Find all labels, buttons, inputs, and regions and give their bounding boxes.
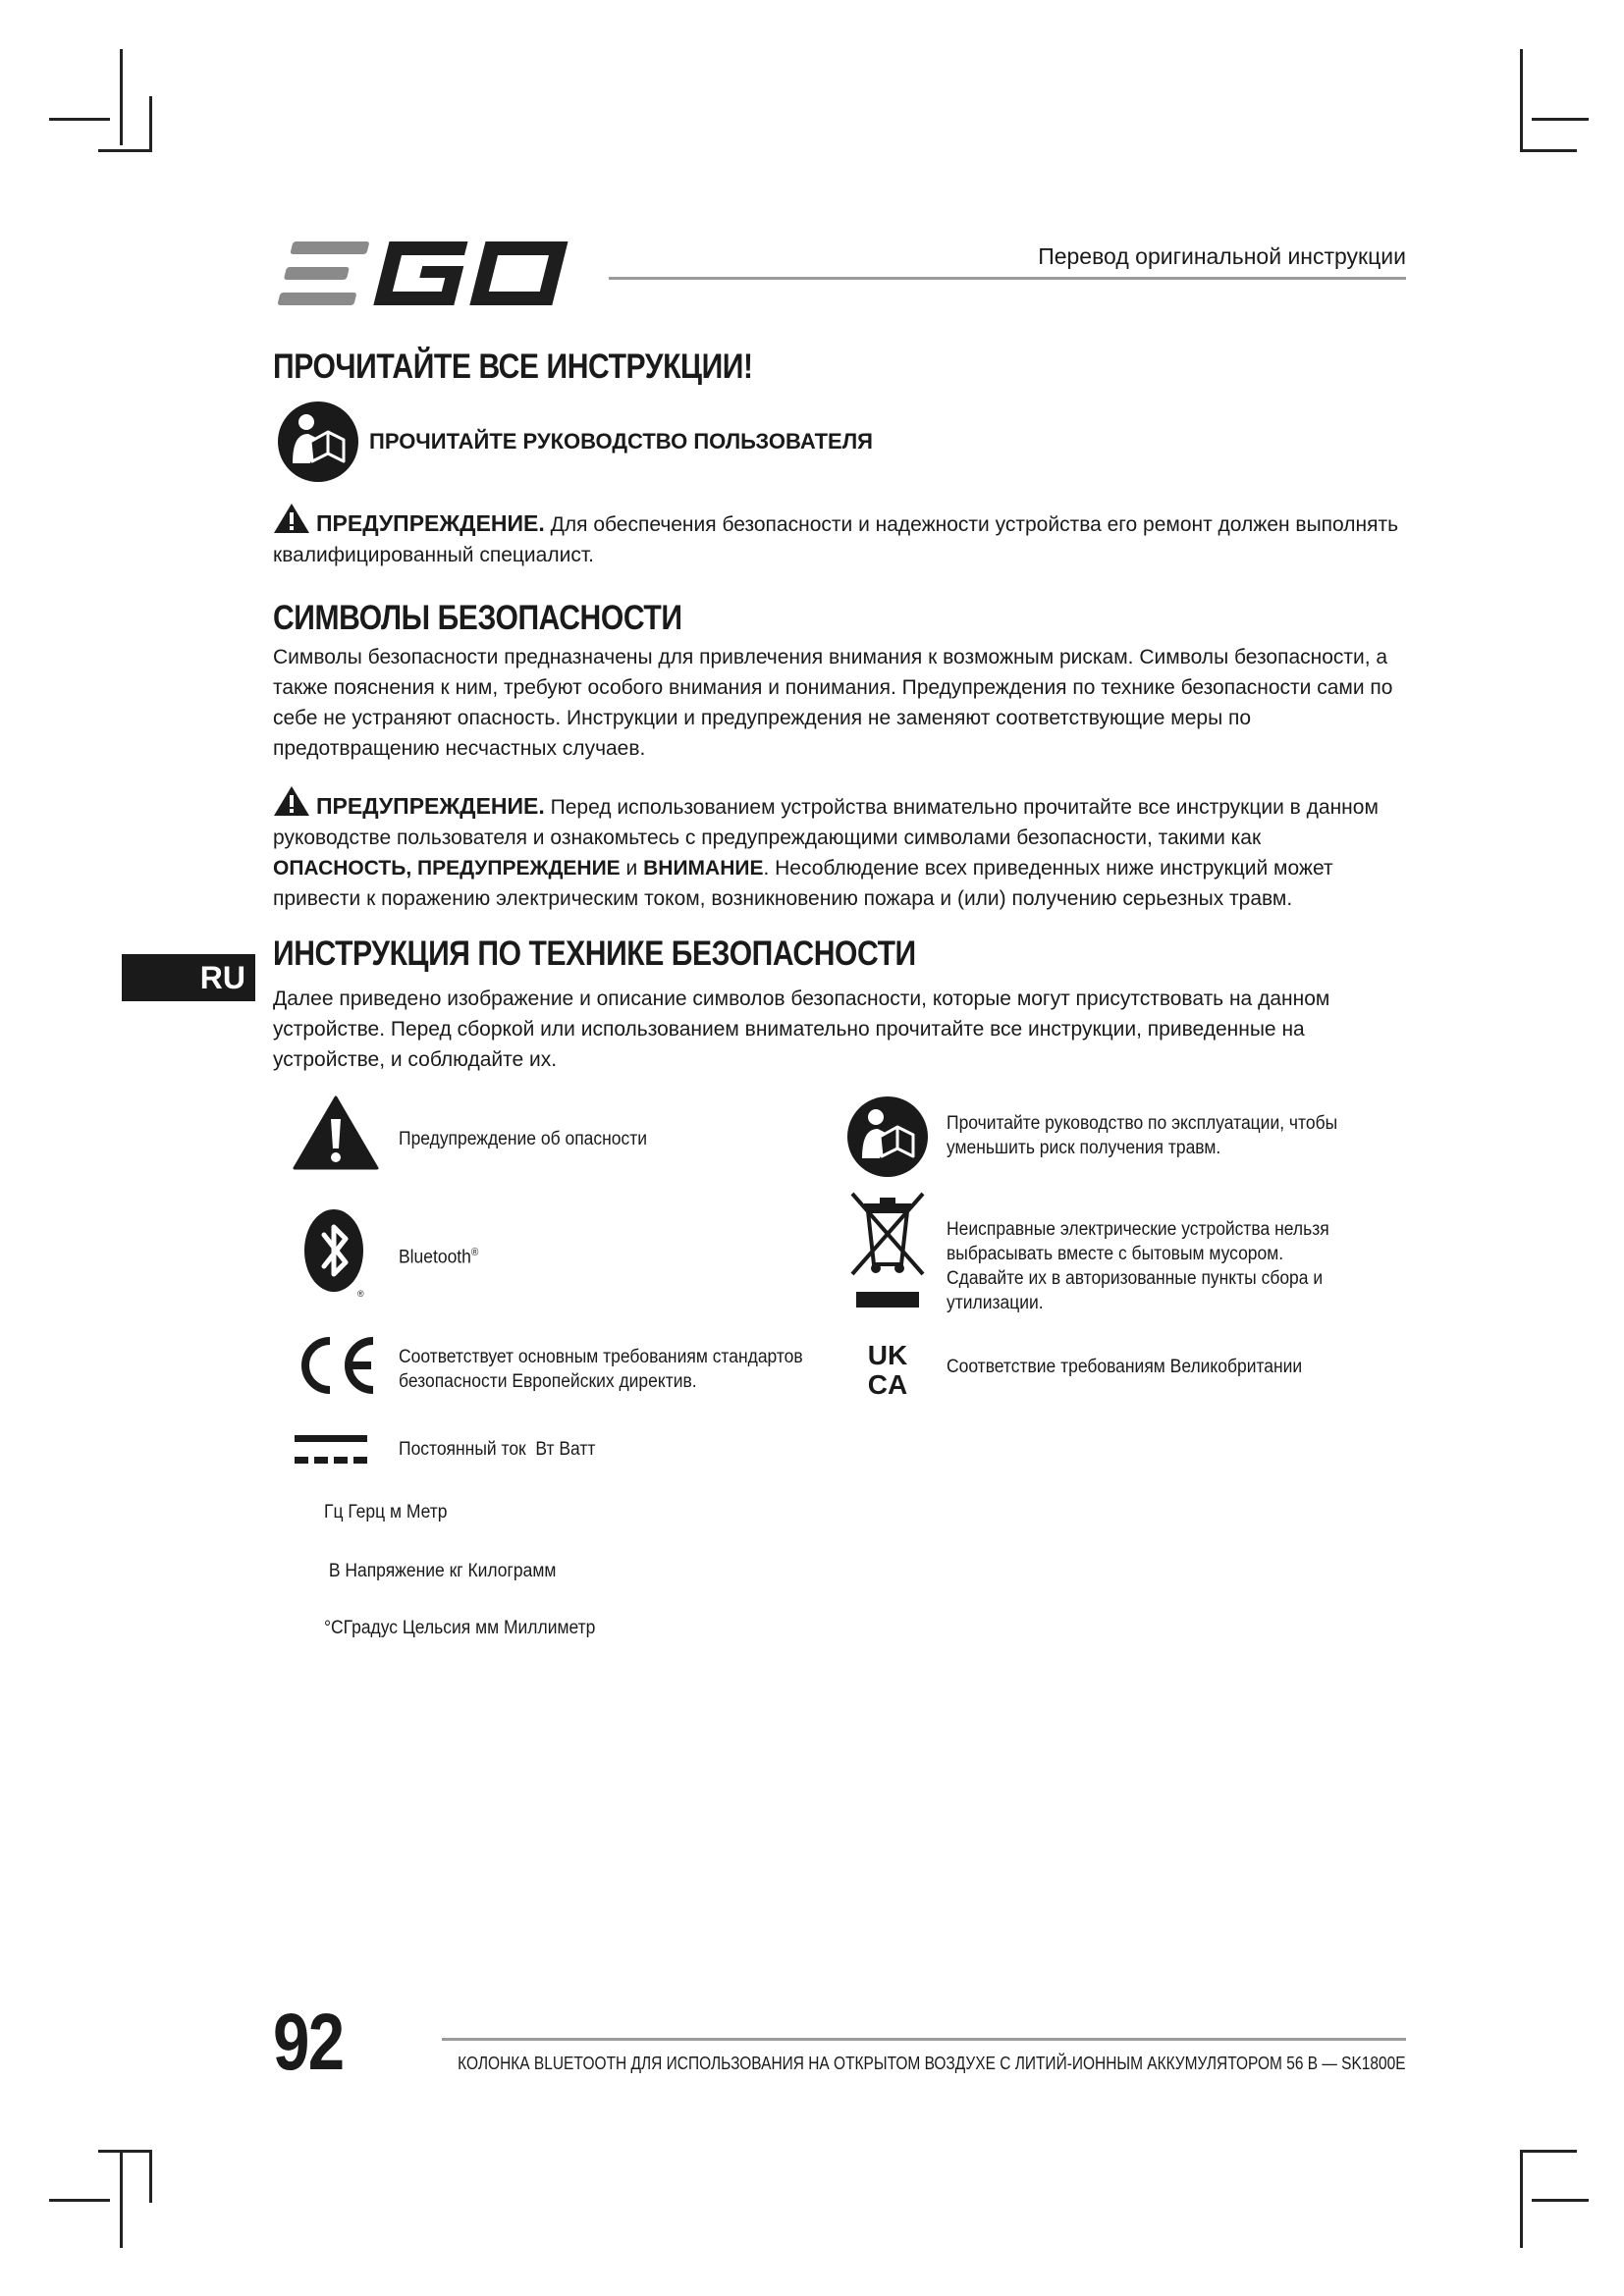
warning-triangle-icon <box>293 1095 379 1170</box>
read-manual-symbol-text: Прочитайте руководство по эксплуатации, чтобы уменьшить риск получения травм. <box>947 1113 1338 1158</box>
footer-text: КОЛОНКА BLUETOOTH ДЛЯ ИСПОЛЬЗОВАНИЯ НА ОТКРЫТОМ ВОЗДУХЕ С ЛИТИЙ-ИОННЫМ АККУМУЛЯТОРОМ 56 В — SK1800E <box>458 2054 1406 2073</box>
keyword-danger: ОПАСНОСТЬ <box>273 857 406 880</box>
crossed-bin-icon <box>848 1190 927 1311</box>
read-manual-icon <box>846 1095 929 1178</box>
read-manual-label: ПРОЧИТАЙТЕ РУКОВОДСТВО ПОЛЬЗОВАТЕЛЯ <box>369 429 873 454</box>
crop-mark <box>1532 118 1589 121</box>
read-manual-icon <box>277 400 359 483</box>
bluetooth-label: Bluetooth <box>399 1247 471 1268</box>
warning-paragraph-2 <box>273 785 1402 914</box>
crop-mark <box>1520 49 1523 151</box>
main-heading: ПРОЧИТАЙТЕ ВСЕ ИНСТРУКЦИИ! <box>273 347 753 386</box>
unit-line: В Напряжение кг Килограмм <box>324 1561 557 1581</box>
ukca-mark-icon <box>858 1339 917 1398</box>
keyword-separator: и <box>620 857 644 880</box>
crop-mark <box>1520 2150 1523 2248</box>
warning-triangle-icon <box>273 785 310 817</box>
crop-mark <box>1532 2199 1589 2202</box>
crop-mark <box>149 2150 152 2203</box>
warning-paragraph-1 <box>273 503 1402 570</box>
ce-symbol-text: Соответствует основным требованиям стандартов безопасности Европейских директив. <box>399 1347 803 1392</box>
warning-text: Для обеспечения безопасности и надежности устройства его ремонт должен выполнять квалифицированный специалист. <box>273 513 1399 566</box>
crop-mark <box>149 96 152 151</box>
keyword-caution: ВНИМАНИЕ <box>643 857 764 880</box>
ego-logo <box>273 236 577 314</box>
bluetooth-sup-mark: ® <box>470 1247 479 1258</box>
direct-current-icon <box>293 1433 369 1467</box>
crop-mark <box>120 2150 123 2248</box>
unit-line: °СГрадус Цельсия мм Миллиметр <box>324 1618 596 1638</box>
safety-instructions-paragraph: Далее приведено изображение и описание символов безопасности, которые могут присутствовать на данном устройстве. Перед сборкой или использованием внимательно прочитайте все инструкции, приведенные на устройстве, и соблюдайте их. <box>273 988 1330 1071</box>
warning-label: ПРЕДУПРЕЖДЕНИЕ. <box>316 510 545 536</box>
warning-text: . Несоблюдение всех приведенных ниже инструкций может привести к поражению электрическим током, возникновению пожара и (или) получению серьезных травм. <box>273 857 1333 910</box>
read-manual-row <box>277 400 873 483</box>
keyword-separator: , <box>406 857 417 880</box>
warning-label: ПРЕДУПРЕЖДЕНИЕ. <box>316 793 545 819</box>
crop-mark <box>98 2150 152 2153</box>
crop-mark <box>49 118 110 121</box>
weee-symbol-text: Неисправные электрические устройства нельзя выбрасывать вместе с бытовым мусором. Сдавайте их в авторизованные пункты сбора и утилизации. <box>947 1219 1329 1313</box>
header-rule <box>609 277 1406 280</box>
crop-mark <box>120 49 123 145</box>
warning-text: Перед использованием устройства внимательно прочитайте все инструкции в данном руководстве пользователя и ознакомьтесь с предупреждающими символами безопасности, такими как <box>273 796 1379 849</box>
safety-symbols-heading: СИМВОЛЫ БЕЗОПАСНОСТИ <box>273 599 682 637</box>
ce-mark-icon <box>293 1335 377 1396</box>
crop-mark <box>98 149 152 152</box>
keyword-warning: ПРЕДУПРЕЖДЕНИЕ <box>416 857 621 880</box>
bluetooth-registered-mark: ® <box>357 1289 364 1298</box>
crop-mark <box>1520 2150 1577 2153</box>
safety-symbols-paragraph: Символы безопасности предназначены для привлечения внимания к возможным рискам. Символы безопасности, а также пояснения к ним, требуют особого внимания и понимания. Предупреждения по технике безопасности сами по себе не устраняют опасность. Инструкции и предупреждения не заменяют соответствующие меры по предотвращению несчастных случаев. <box>273 646 1393 760</box>
safety-instructions-heading: ИНСТРУКЦИЯ ПО ТЕХНИКЕ БЕЗОПАСНОСТИ <box>273 934 916 973</box>
crop-mark <box>49 2199 110 2202</box>
ukca-mark-top: UK <box>867 1340 908 1370</box>
footer-rule <box>442 2038 1406 2041</box>
bluetooth-symbol-text <box>399 1241 478 1269</box>
language-tab: RU <box>122 954 255 1001</box>
header-title: Перевод оригинальной инструкции <box>1038 243 1406 269</box>
ukca-mark-bottom: CA <box>867 1369 908 1398</box>
dc-symbol-text: Постоянный ток Вт Ватт <box>399 1439 596 1460</box>
crop-mark <box>1520 149 1577 152</box>
unit-line: Гц Герц м Метр <box>324 1502 448 1522</box>
page-number: 92 <box>273 1998 344 2087</box>
hazard-symbol-text: Предупреждение об опасности <box>399 1129 648 1149</box>
bluetooth-icon <box>302 1207 365 1298</box>
warning-triangle-icon <box>273 503 310 534</box>
ukca-symbol-text: Соответствие требованиям Великобритании <box>947 1357 1303 1377</box>
